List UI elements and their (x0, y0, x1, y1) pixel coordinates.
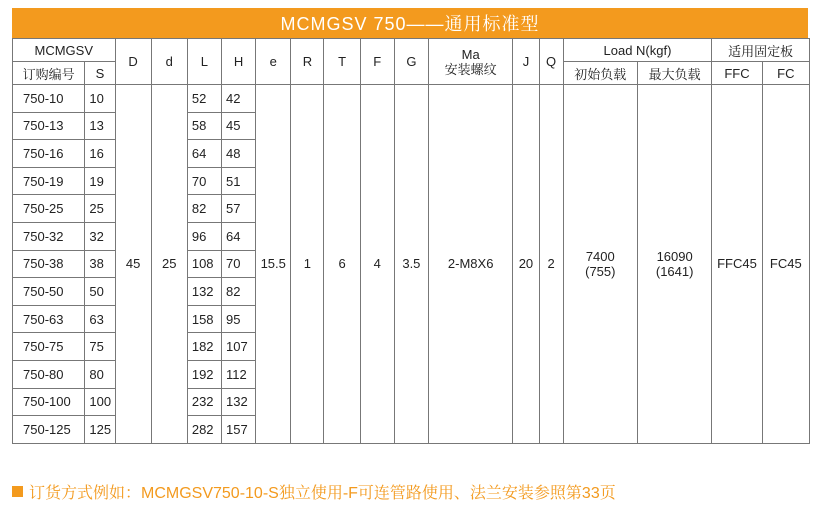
bullet-square-icon (12, 486, 23, 497)
cell-FFC: FFC45 (712, 85, 762, 444)
header-D: D (115, 39, 151, 85)
cell-load-initial-kgf: (755) (585, 263, 616, 279)
cell-S: 50 (85, 278, 115, 306)
cell-model: 750-32 (13, 222, 85, 250)
cell-S: 125 (85, 416, 115, 444)
cell-S: 63 (85, 305, 115, 333)
cell-model: 750-100 (13, 388, 85, 416)
cell-model: 750-75 (13, 333, 85, 361)
cell-model: 750-125 (13, 416, 85, 444)
cell-L: 158 (187, 305, 221, 333)
cell-model: 750-80 (13, 360, 85, 388)
cell-S: 13 (85, 112, 115, 140)
cell-H: 48 (222, 140, 256, 168)
cell-L: 52 (187, 85, 221, 113)
header-Q: Q (539, 39, 563, 85)
cell-S: 32 (85, 222, 115, 250)
table-title: MCMGSV 750——通用标准型 (280, 14, 540, 34)
header-S: S (85, 62, 115, 85)
cell-H: 82 (222, 278, 256, 306)
cell-L: 96 (187, 222, 221, 250)
header-F: F (360, 39, 394, 85)
cell-S: 10 (85, 85, 115, 113)
cell-S: 16 (85, 140, 115, 168)
cell-S: 75 (85, 333, 115, 361)
cell-Q: 2 (539, 85, 563, 444)
header-Ma (428, 39, 512, 85)
cell-T: 6 (324, 85, 360, 444)
cell-L: 64 (187, 140, 221, 168)
cell-e: 15.5 (256, 85, 291, 444)
cell-J: 20 (513, 85, 539, 444)
header-T: T (324, 39, 360, 85)
header-load-max: 最大负载 (637, 62, 711, 85)
cell-F: 4 (360, 85, 394, 444)
cell-load-initial-n: 7400 (585, 248, 615, 264)
header-model-group: MCMGSV (13, 39, 116, 62)
cell-H: 132 (222, 388, 256, 416)
header-FFC: FFC (712, 62, 762, 85)
order-note-text: 订货方式例如：MCMGSV750-10-S独立使用-F可连管路使用、法兰安装参照第33页 (29, 484, 616, 502)
cell-G: 3.5 (394, 85, 428, 444)
cell-H: 95 (222, 305, 256, 333)
header-load: Load N(kgf) (563, 39, 712, 62)
cell-model: 750-50 (13, 278, 85, 306)
cell-H: 70 (222, 250, 256, 278)
cell-L: 70 (187, 167, 221, 195)
cell-L: 58 (187, 112, 221, 140)
cell-L: 182 (187, 333, 221, 361)
header-d: d (151, 39, 187, 85)
header-e: e (256, 39, 291, 85)
cell-S: 19 (85, 167, 115, 195)
cell-load-max (637, 85, 711, 444)
cell-R: 1 (291, 85, 324, 444)
header-G: G (394, 39, 428, 85)
cell-model: 750-38 (13, 250, 85, 278)
header-Ma-line2: 安装螺纹 (444, 61, 497, 77)
cell-load-max-n: 16090 (656, 248, 693, 264)
header-plate: 适用固定板 (712, 39, 810, 62)
table-title-bar (12, 8, 808, 38)
cell-L: 82 (187, 195, 221, 223)
header-FC: FC (762, 62, 809, 85)
cell-d: 25 (151, 85, 187, 444)
cell-L: 282 (187, 416, 221, 444)
cell-H: 157 (222, 416, 256, 444)
cell-D: 45 (115, 85, 151, 444)
cell-load-max-kgf: (1641) (655, 263, 694, 279)
cell-L: 192 (187, 360, 221, 388)
cell-model: 750-13 (13, 112, 85, 140)
cell-H: 107 (222, 333, 256, 361)
header-R: R (291, 39, 324, 85)
cell-model: 750-25 (13, 195, 85, 223)
header-Ma-line1: Ma (461, 46, 480, 62)
cell-load-initial (563, 85, 637, 444)
cell-model: 750-63 (13, 305, 85, 333)
cell-H: 57 (222, 195, 256, 223)
cell-model: 750-16 (13, 140, 85, 168)
cell-H: 64 (222, 222, 256, 250)
cell-S: 80 (85, 360, 115, 388)
header-order-no: 订购编号 (13, 62, 85, 85)
cell-H: 45 (222, 112, 256, 140)
cell-H: 42 (222, 85, 256, 113)
header-H: H (222, 39, 256, 85)
cell-S: 25 (85, 195, 115, 223)
cell-L: 232 (187, 388, 221, 416)
cell-Ma: 2-M8X6 (428, 85, 512, 444)
header-load-initial: 初始负载 (563, 62, 637, 85)
cell-S: 100 (85, 388, 115, 416)
header-L: L (187, 39, 221, 85)
header-J: J (513, 39, 539, 85)
cell-H: 51 (222, 167, 256, 195)
cell-H: 112 (222, 360, 256, 388)
cell-model: 750-10 (13, 85, 85, 113)
table-row (13, 85, 810, 113)
order-note (12, 481, 812, 501)
cell-model: 750-19 (13, 167, 85, 195)
cell-L: 132 (187, 278, 221, 306)
cell-L: 108 (187, 250, 221, 278)
cell-S: 38 (85, 250, 115, 278)
spec-table (12, 38, 810, 444)
cell-FC: FC45 (762, 85, 809, 444)
